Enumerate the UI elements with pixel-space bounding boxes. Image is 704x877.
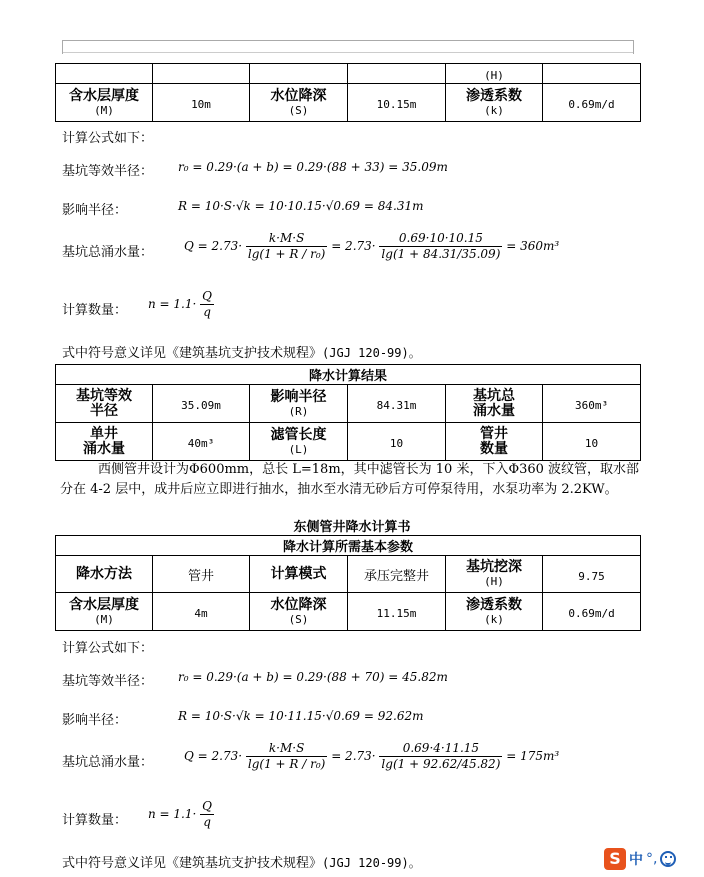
label-cell: 滤管长度 (L) bbox=[250, 423, 348, 461]
calc-intro: 计算公式如下： bbox=[62, 641, 154, 656]
value-cell: 40m³ bbox=[153, 423, 250, 461]
value-cell: 4m bbox=[153, 593, 250, 631]
result-table-title: 降水计算结果 bbox=[56, 365, 641, 385]
value-cell: 11.15m bbox=[348, 593, 446, 631]
value-cell: 承压完整井 bbox=[348, 556, 446, 593]
label-cell: 含水层厚度 (M) bbox=[56, 84, 153, 122]
n-label: 计算数量： bbox=[62, 303, 128, 318]
table-cell bbox=[348, 64, 446, 84]
label-cell: 基坑总 涌水量 bbox=[446, 385, 543, 423]
page-top-border-inner bbox=[62, 52, 634, 53]
params-table-east bbox=[55, 535, 641, 631]
smile-icon[interactable] bbox=[660, 851, 676, 867]
ime-punctuation-toggle[interactable]: °, bbox=[646, 851, 658, 867]
ime-toolbar[interactable] bbox=[604, 848, 676, 870]
table-cell bbox=[153, 64, 250, 84]
value-cell: 10m bbox=[153, 84, 250, 122]
params-table-west bbox=[55, 63, 641, 122]
east-section-heading: 东侧管井降水计算书 bbox=[293, 520, 411, 535]
label-cell: 渗透系数 (k) bbox=[446, 593, 543, 631]
label-cell: 基坑挖深 (H) bbox=[446, 556, 543, 593]
value-cell: 9.75 bbox=[543, 556, 641, 593]
value-cell: 84.31m bbox=[348, 385, 446, 423]
result-table bbox=[55, 364, 641, 461]
value-cell: 0.69m/d bbox=[543, 84, 641, 122]
page-top-border bbox=[62, 40, 634, 41]
table-cell: (H) bbox=[446, 64, 543, 84]
ime-language-toggle[interactable]: 中 bbox=[629, 852, 643, 868]
value-cell: 管井 bbox=[153, 556, 250, 593]
value-cell: 35.09m bbox=[153, 385, 250, 423]
label-cell: 基坑等效 半径 bbox=[56, 385, 153, 423]
n-label: 计算数量： bbox=[62, 813, 128, 828]
label-cell: 渗透系数 (k) bbox=[446, 84, 543, 122]
value-cell: 0.69m/d bbox=[543, 593, 641, 631]
label-cell: 含水层厚度 (M) bbox=[56, 593, 153, 631]
n-formula: n = 1.1· $\frac{Q}{q}$ bbox=[148, 289, 212, 319]
page-left-corner bbox=[62, 40, 63, 54]
Q-formula: Q = 2.73· $\frac{k\cdot M\cdot S}{\text{lg(1 + R / r₀)}}$ = 2.73· $\frac{0.69\cdot 4\cdot 11.15}{\lg(1 + 92.62/45.82)}$ = 175m³ bbox=[184, 741, 560, 771]
n-formula: n = 1.1· $\frac{Q}{q}$ bbox=[148, 799, 212, 829]
label-cell: 影响半径 (R) bbox=[250, 385, 348, 423]
value-cell: 10 bbox=[543, 423, 641, 461]
reference-note: 式中符号意义详见《建筑基坑支护技术规程》(JGJ 120-99)。 bbox=[62, 346, 421, 361]
r0-label: 基坑等效半径： bbox=[62, 674, 154, 689]
calc-intro: 计算公式如下： bbox=[62, 131, 154, 146]
value-cell: 360m³ bbox=[543, 385, 641, 423]
r0-formula: r₀ = 0.29·(a + b) = 0.29·(88 + 70) = 45.82m bbox=[178, 670, 448, 684]
Q-label: 基坑总涌水量： bbox=[62, 755, 154, 770]
R-formula: R = 10·S·√k = 10·11.15·√0.69 = 92.62m bbox=[178, 709, 424, 723]
Q-formula: Q = 2.73· $\frac{k\cdot M\cdot S}{\text{lg(1 + R / r₀)}}$ = 2.73· $\frac{0.69\cdot 10\cdot 10.15}{\lg(1 + 84.31/35.09)}$ = 360m³ bbox=[184, 231, 560, 261]
table-cell bbox=[56, 64, 153, 84]
label-cell: 管井 数量 bbox=[446, 423, 543, 461]
table-cell bbox=[250, 64, 348, 84]
label-cell: 计算模式 bbox=[250, 556, 348, 593]
label-cell: 水位降深 (S) bbox=[250, 84, 348, 122]
label-cell: 降水方法 bbox=[56, 556, 153, 593]
sogou-logo-icon[interactable]: S bbox=[604, 848, 626, 870]
value-cell: 10.15m bbox=[348, 84, 446, 122]
Q-label: 基坑总涌水量： bbox=[62, 245, 154, 260]
r0-label: 基坑等效半径： bbox=[62, 164, 154, 179]
label-cell: 单井 涌水量 bbox=[56, 423, 153, 461]
value-cell: 10 bbox=[348, 423, 446, 461]
params-table-title: 降水计算所需基本参数 bbox=[56, 536, 641, 556]
r0-formula: r₀ = 0.29·(a + b) = 0.29·(88 + 33) = 35.09m bbox=[178, 160, 448, 174]
label-cell: 水位降深 (S) bbox=[250, 593, 348, 631]
west-well-paragraph: 西侧管井设计为Φ600mm，总长 L=18m，其中滤管长为 10 米，下入Φ360 波纹管，取水部分在 4-2 层中，成井后应立即进行抽水，抽水至水清无砂后方可停泵待用，水泵功率为 2.2KW。 bbox=[60, 462, 640, 497]
R-label: 影响半径： bbox=[62, 203, 128, 218]
R-label: 影响半径： bbox=[62, 713, 128, 728]
R-formula: R = 10·S·√k = 10·10.15·√0.69 = 84.31m bbox=[178, 199, 424, 213]
reference-note: 式中符号意义详见《建筑基坑支护技术规程》(JGJ 120-99)。 bbox=[62, 856, 421, 871]
table-cell bbox=[543, 64, 641, 84]
page-right-corner bbox=[633, 40, 634, 54]
